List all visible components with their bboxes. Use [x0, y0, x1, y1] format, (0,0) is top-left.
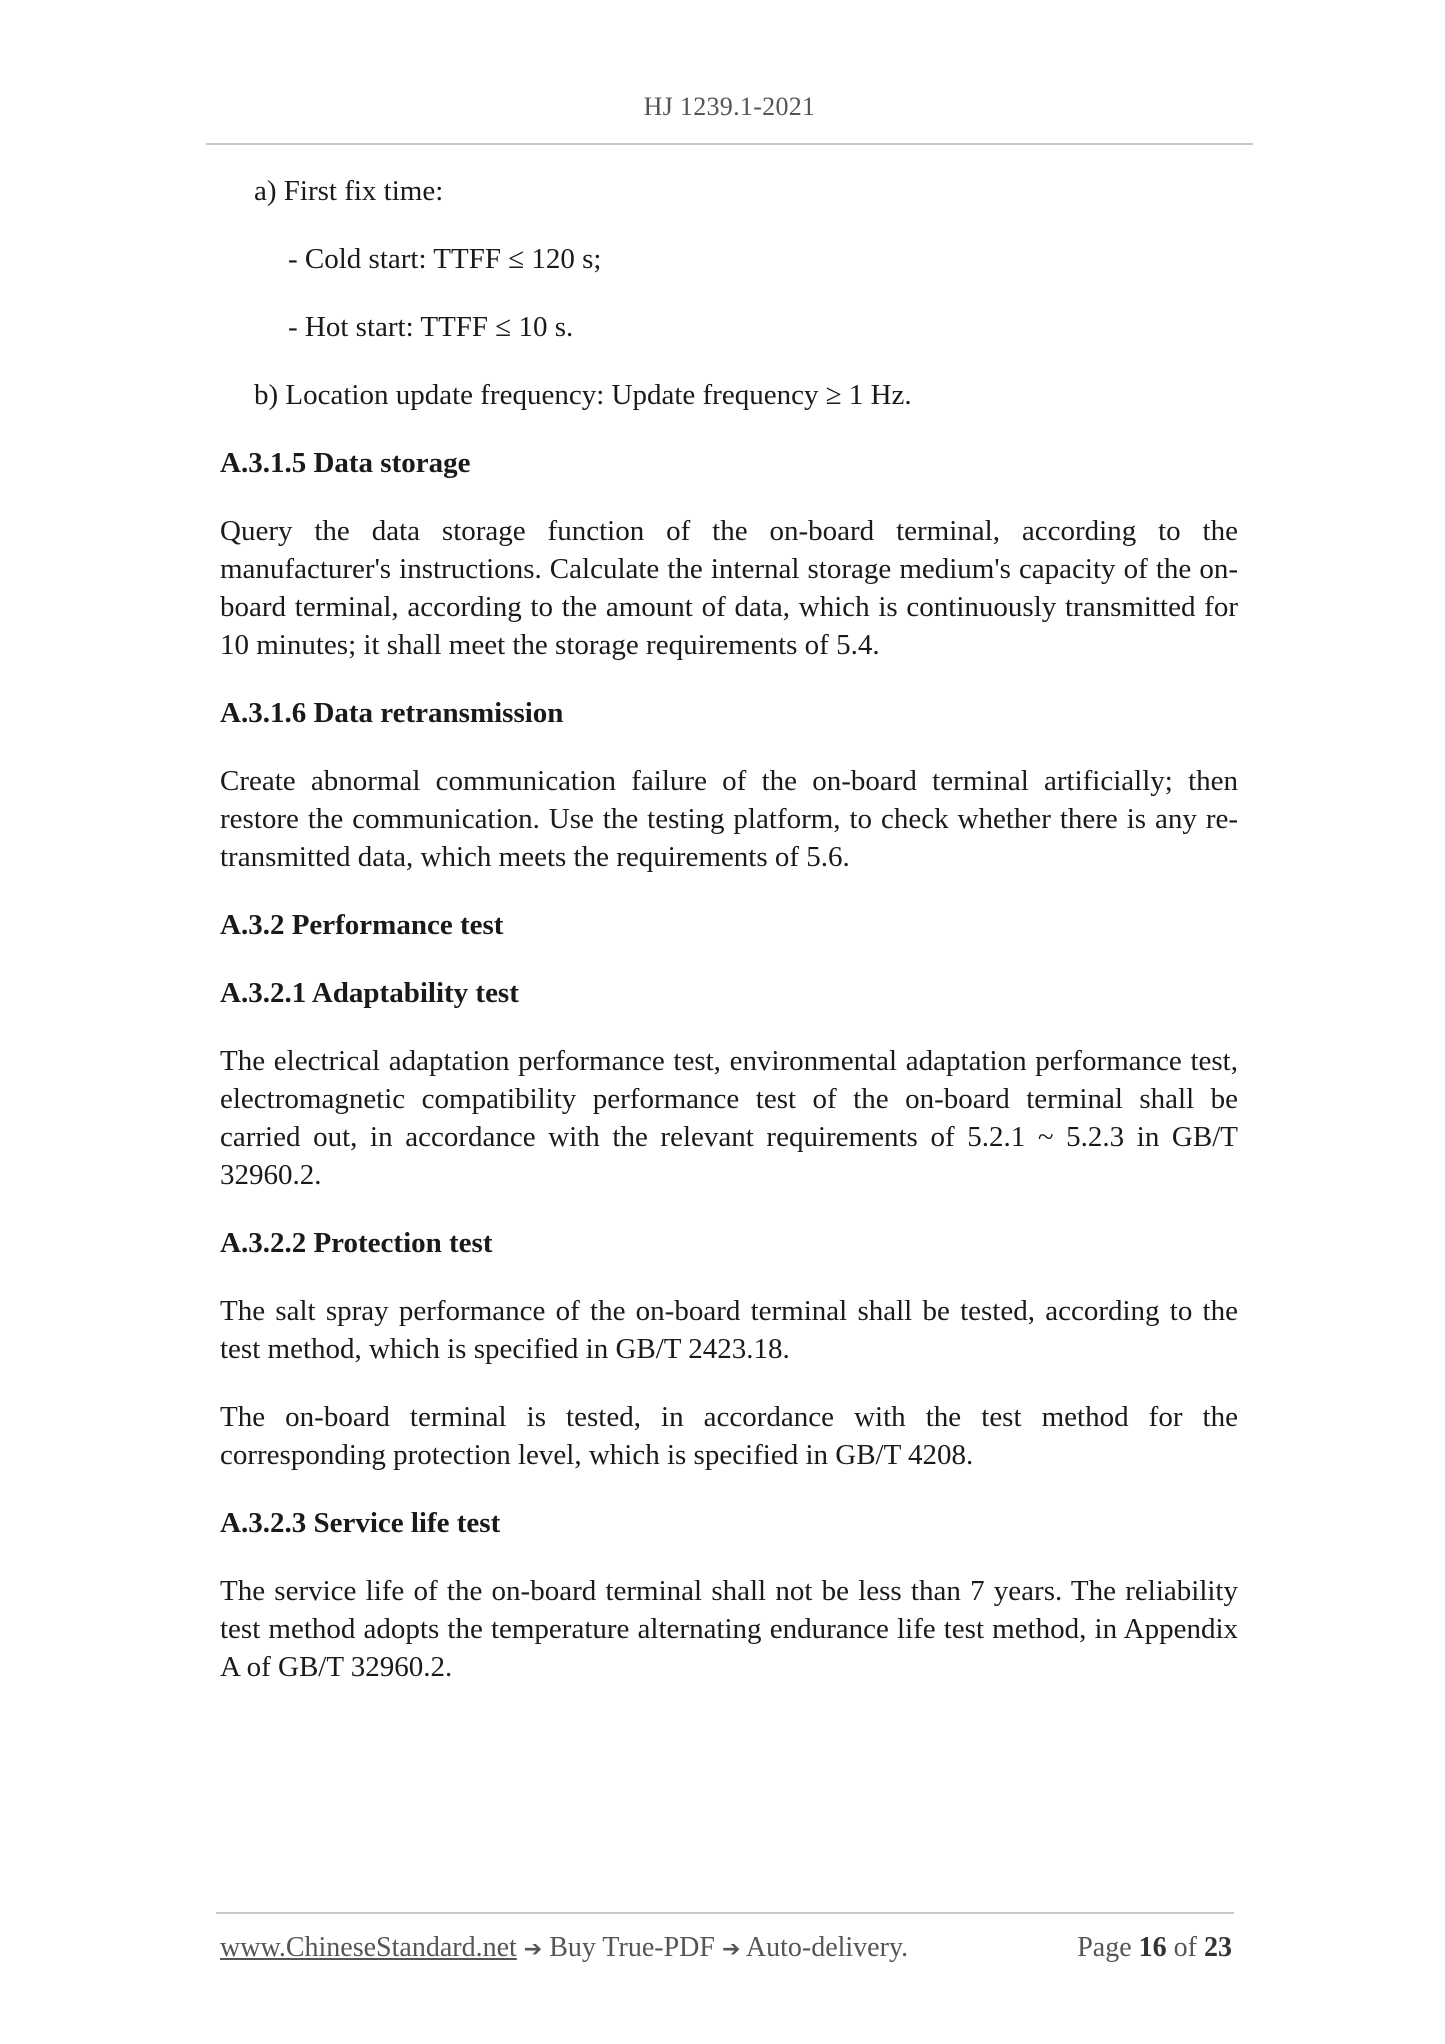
arrow-right-icon: ➔	[523, 1937, 543, 1962]
header-divider	[206, 143, 1253, 145]
list-subitem-hot-start: - Hot start: TTFF ≤ 10 s.	[288, 311, 574, 343]
buy-true-pdf-text: Buy True-PDF	[549, 1932, 715, 1963]
document-header: HJ 1239.1-2021	[643, 92, 816, 121]
page-number	[1077, 1932, 1232, 1964]
website-link[interactable]: www.ChineseStandard.net	[220, 1932, 517, 1963]
auto-delivery-text: Auto-delivery.	[745, 1932, 909, 1963]
list-item-a: a) First fix time:	[254, 175, 444, 207]
page-label: Page	[1077, 1932, 1132, 1963]
section-heading-a316: A.3.1.6 Data retransmission	[220, 697, 564, 729]
of-label: of	[1173, 1932, 1197, 1963]
arrow-right-icon: ➔	[721, 1937, 741, 1962]
section-heading-a323: A.3.2.3 Service life test	[220, 1507, 501, 1539]
section-heading-a315: A.3.1.5 Data storage	[220, 447, 471, 479]
paragraph-a323: The service life of the on-board terminal shall not be less than 7 years. The reliability test method adopts the temperature alternating endurance life test method, in Appendix A of GB/T 32960.2.	[220, 1575, 1238, 1683]
current-page: 16	[1138, 1932, 1167, 1963]
paragraph-a322-protection-level: The on-board terminal is tested, in accordance with the test method for the corresponding protection level, which is specified in GB/T 4208.	[220, 1401, 1238, 1471]
section-heading-a322: A.3.2.2 Protection test	[220, 1227, 493, 1259]
paragraph-a321: The electrical adaptation performance test, environmental adaptation performance test, electromagnetic compatibility performance test of the on-board terminal shall be carried out, in accordance with the relevant requirements of 5.2.1 ~ 5.2.3 in GB/T 32960.2.	[220, 1045, 1238, 1191]
footer-divider	[216, 1912, 1234, 1914]
page-content	[220, 172, 1238, 1716]
paragraph-a315: Query the data storage function of the on-board terminal, according to the manufacturer's instructions. Calculate the internal storage medium's capacity of the on-board terminal, according to the amount of data, which is continuously transmitted for 10 minutes; it shall meet the storage requirements of 5.4.	[220, 515, 1238, 661]
total-pages: 23	[1204, 1932, 1232, 1963]
paragraph-a322-salt-spray: The salt spray performance of the on-board terminal shall be tested, according to the test method, which is specified in GB/T 2423.18.	[220, 1295, 1238, 1365]
paragraph-a316: Create abnormal communication failure of the on-board terminal artificially; then restore the communication. Use the testing platform, to check whether there is any re-transmitted data, which meets the requirements of 5.6.	[220, 765, 1238, 873]
footer-promo	[220, 1932, 908, 1964]
list-item-b: b) Location update frequency: Update frequency ≥ 1 Hz.	[254, 379, 912, 411]
list-subitem-cold-start: - Cold start: TTFF ≤ 120 s;	[288, 243, 602, 275]
section-heading-a321: A.3.2.1 Adaptability test	[220, 977, 519, 1009]
section-heading-a32: A.3.2 Performance test	[220, 909, 504, 941]
